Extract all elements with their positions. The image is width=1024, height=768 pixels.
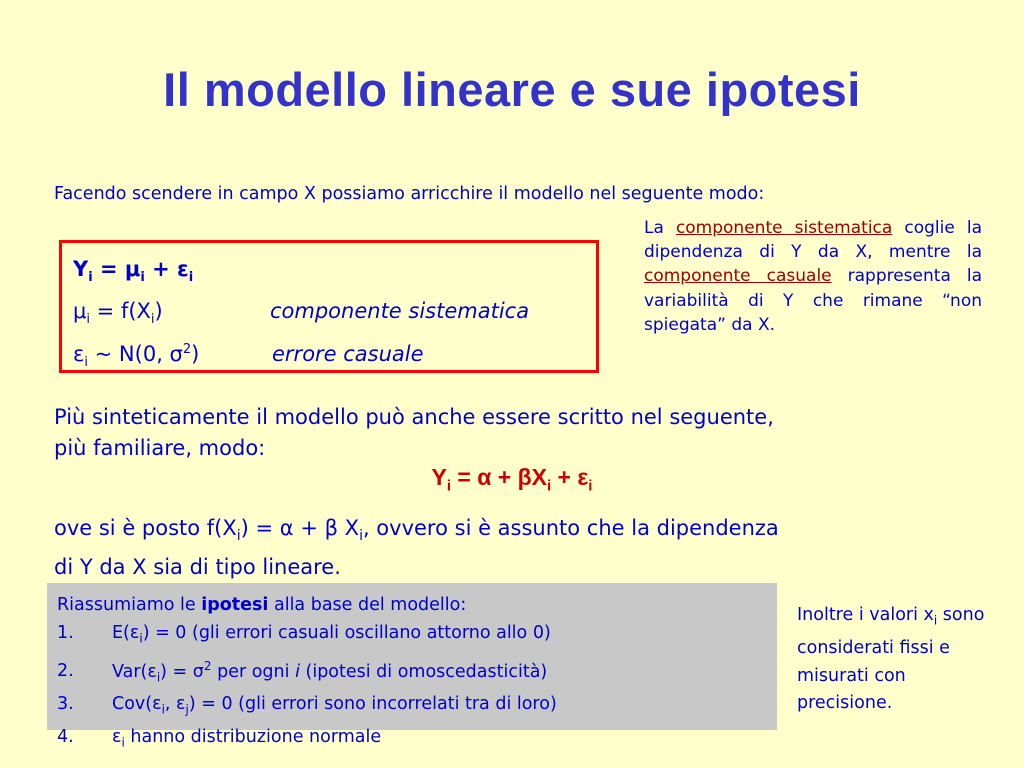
hypotheses-intro: Riassumiamo le ipotesi alla base del modello:: [57, 595, 467, 615]
model-equation: $Y_i = \mu_i + \varepsilon_i$: [73, 257, 194, 286]
slide-title: Il modello lineare e sue ipotesi: [163, 63, 861, 116]
side-explanation: La componente sistematica coglie la dipendenza di Y da X, mentre la componente casuale rappresenta la variabilità di Y che rimane “non spiegata” da X.: [644, 218, 982, 335]
intro-text: Facendo scendere in campo X possiamo arricchire il modello nel seguente modo:: [54, 184, 765, 204]
hypothesis-item: 2. $Var(\varepsilon_i) = \sigma^2$ per ogni i (ipotesi di omoscedasticità): [57, 658, 548, 684]
linear-model-formula: $Y_i = \alpha + \beta X_i + \varepsilon_i$: [431, 464, 593, 495]
hypotheses-box: [47, 583, 777, 750]
label-errore-casuale: errore casuale: [272, 342, 424, 366]
label-componente-sistematica: componente sistematica: [270, 299, 530, 323]
hypothesis-item: 4. $\varepsilon_i$ hanno distribuzione normale: [57, 727, 382, 750]
term-componente-sistematica: componente sistematica: [675, 218, 893, 238]
synthetic-paragraph: Più sinteticamente il modello può anche essere scritto nel seguente, più familiare, modo:: [54, 405, 774, 460]
model-box: [59, 240, 599, 373]
mu-definition: $\mu_i = f(X_i)$: [73, 299, 163, 328]
fixed-x-note: Inoltre i valori $x_i$ sono considerati fissi e misurati con precisione.: [797, 605, 985, 713]
hypothesis-item: 3. $Cov(\varepsilon_i$, $\varepsilon_j) = 0$ (gli errori sono incorrelati tra di loro): [57, 694, 557, 717]
linearity-paragraph: ove si è posto $f(X_i) = \alpha + \beta$ $X_i$, ovvero si è assunto che la dipendenza di Y da X sia di tipo lineare.: [54, 516, 779, 580]
term-componente-casuale: componente casuale: [644, 266, 832, 287]
epsilon-definition: $\varepsilon_i$ ~ N(0, $\sigma^2$): [73, 342, 200, 371]
hypothesis-item: 1. $E(\varepsilon_i) = 0$ (gli errori casuali oscillano attorno allo 0): [57, 622, 551, 645]
